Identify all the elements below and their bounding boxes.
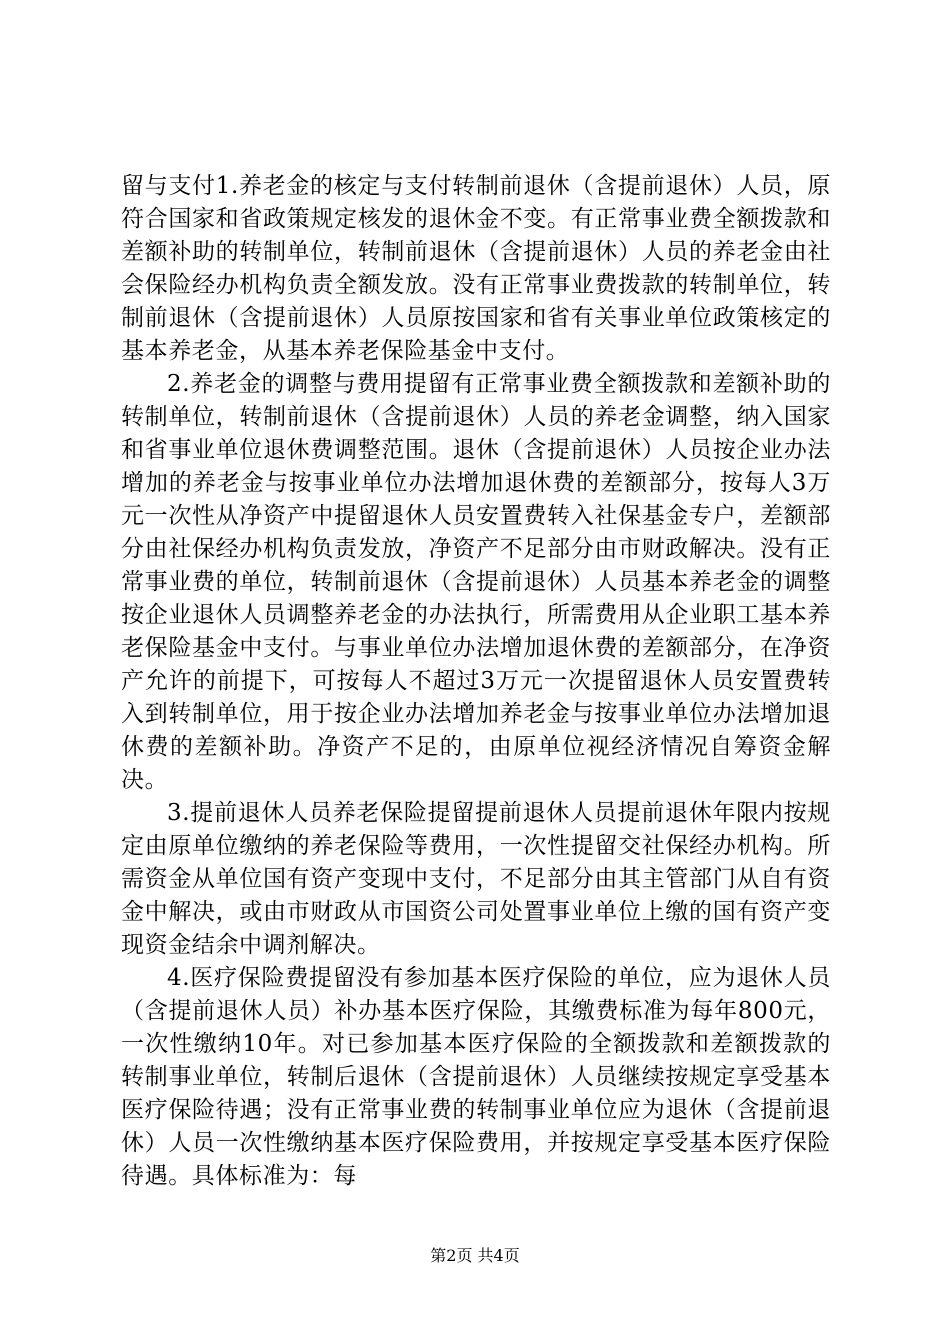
paragraph-4: 4.医疗保险费提留没有参加基本医疗保险的单位，应为退休人员（含提前退休人员）补办基本医疗保险，其缴费标准为每年800元，一次性缴纳10年。对已参加基本医疗保险的全额拨款和差额拨款的转制事业单位，转制后退休（含提前退休）人员继续按规定享受基本医疗保险待遇；没有正常事业费的转制事业单位应为退休（含提前退休）人员一次性缴纳基本医疗保险费用，并按规定享受基本医疗保险待遇。具体标准为：每: [121, 965, 831, 1189]
paragraph-1: 留与支付1.养老金的核定与支付转制前退休（含提前退休）人员，原符合国家和省政策规定核发的退休金不变。有正常事业费全额拨款和差额补助的转制单位，转制前退休（含提前退休）人员的养老金由社会保险经办机构负责全额发放。没有正常事业费拨款的转制单位，转制前退休（含提前退休）人员原按国家和省有关事业单位政策核定的基本养老金，从基本养老保险基金中支付。: [121, 173, 831, 364]
paragraph-3: 3.提前退休人员养老保险提留提前退休人员提前退休年限内按规定由原单位缴纳的养老保险等费用，一次性提留交社保经办机构。所需资金从单位国有资产变现中支付，不足部分由其主管部门从自有资金中解决，或由市财政从市国资公司处置事业单位上缴的国有资产变现资金结余中调剂解决。: [121, 800, 831, 958]
page-footer: [0, 1245, 950, 1267]
page-number: 第2页 共4页: [430, 1246, 520, 1265]
document-body: [121, 170, 831, 1193]
paragraph-2: 2.养老金的调整与费用提留有正常事业费全额拨款和差额补助的转制单位，转制前退休（含提前退休）人员的养老金调整，纳入国家和省事业单位退休费调整范围。退休（含提前退休）人员按企业办法增加的养老金与按事业单位办法增加退休费的差额部分，按每人3万元一次性从净资产中提留退休人员安置费转入社保基金专户，差额部分由社保经办机构负责发放，净资产不足部分由市财政解决。没有正常事业费的单位，转制前退休（含提前退休）人员基本养老金的调整按企业退休人员调整养老金的办法执行，所需费用从企业职工基本养老保险基金中支付。与事业单位办法增加退休费的差额部分，在净资产允许的前提下，可按每人不超过3万元一次提留退休人员安置费转入到转制单位，用于按企业办法增加养老金与按事业单位办法增加退休费的差额补助。净资产不足的，由原单位视经济情况自筹资金解决。: [121, 371, 831, 793]
